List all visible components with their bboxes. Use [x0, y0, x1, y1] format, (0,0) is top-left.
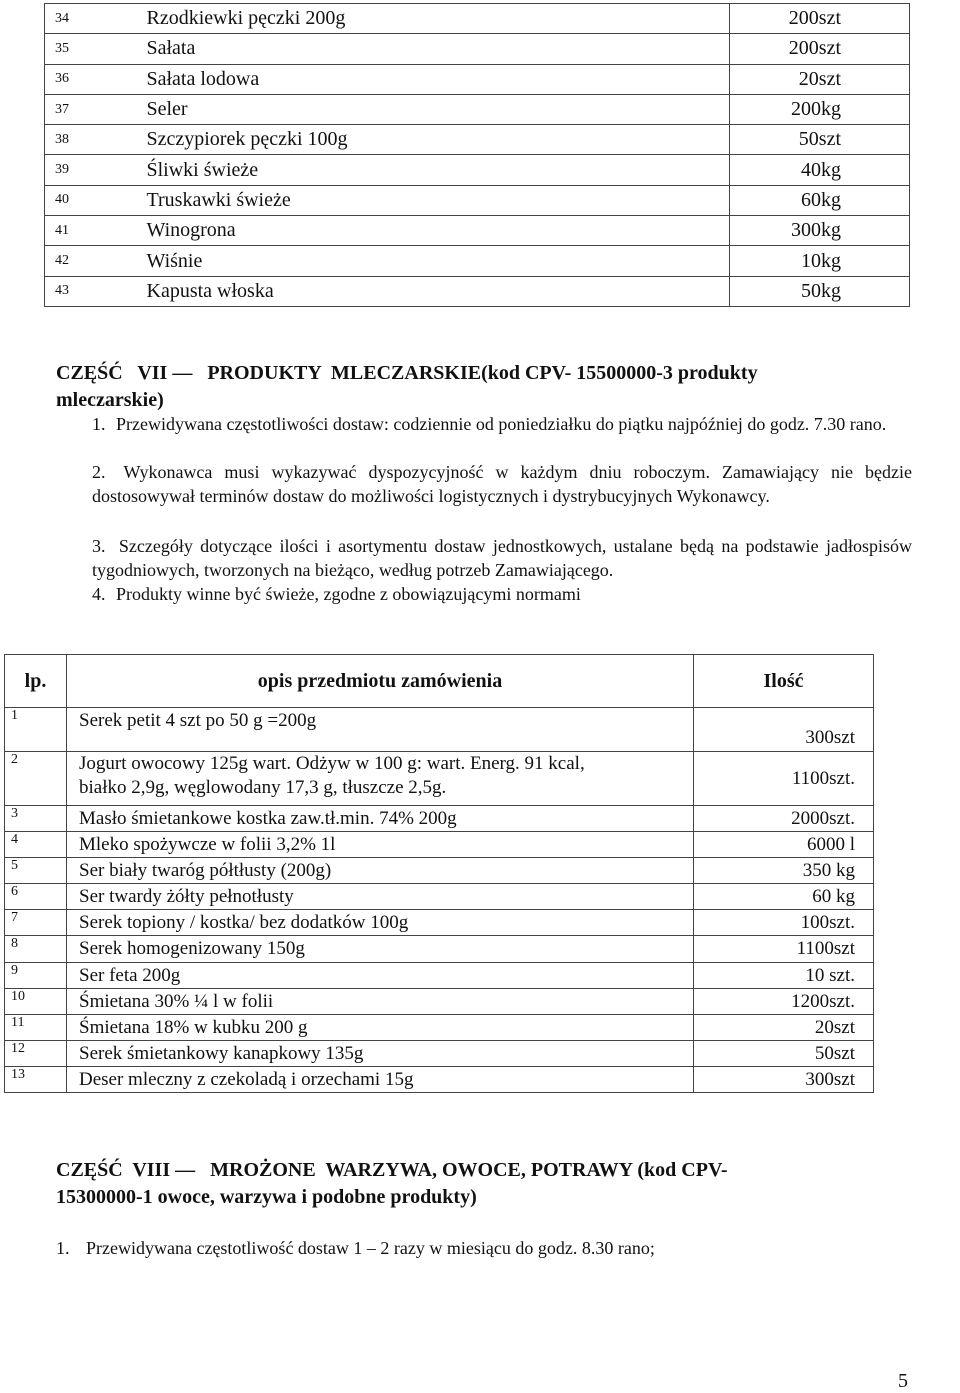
product-quantity: 1100szt. [694, 752, 874, 806]
table-row [45, 246, 910, 276]
product-quantity: 1200szt. [694, 989, 874, 1015]
row-number: 38 [45, 125, 135, 155]
product-quantity: 300kg [730, 216, 910, 246]
table-row [45, 276, 910, 306]
product-name: Seler [135, 94, 730, 124]
product-quantity: 300szt [694, 708, 874, 752]
row-number: 5 [5, 858, 67, 884]
product-quantity: 350 kg [694, 858, 874, 884]
product-name: Wiśnie [135, 246, 730, 276]
row-number: 41 [45, 216, 135, 246]
product-quantity: 10 szt. [694, 963, 874, 989]
row-number: 37 [45, 94, 135, 124]
row-number: 43 [45, 276, 135, 306]
product-quantity: 40kg [730, 155, 910, 185]
table-row [5, 832, 874, 858]
table-row [5, 1067, 874, 1093]
product-name: Sałata lodowa [135, 64, 730, 94]
product-quantity: 6000 l [694, 832, 874, 858]
table-row [45, 155, 910, 185]
product-quantity: 20szt [730, 64, 910, 94]
product-description: Deser mleczny z czekoladą i orzechami 15g [67, 1067, 694, 1093]
row-number: 10 [5, 989, 67, 1015]
table-row [5, 752, 874, 806]
product-name: Śliwki świeże [135, 155, 730, 185]
header-lp: lp. [5, 655, 67, 708]
table-header-row [5, 655, 874, 708]
table-row [5, 884, 874, 910]
product-quantity: 50szt [694, 1041, 874, 1067]
row-number: 4 [5, 832, 67, 858]
product-description: Śmietana 18% w kubku 200 g [67, 1015, 694, 1041]
table-row [5, 963, 874, 989]
product-description: Serek homogenizowany 150g [67, 936, 694, 963]
table-row [45, 64, 910, 94]
product-description: Śmietana 30% ¼ l w folii [67, 989, 694, 1015]
row-number: 39 [45, 155, 135, 185]
item-number: 3. [92, 536, 106, 556]
item-number: 4. [92, 584, 106, 604]
table-row [5, 1041, 874, 1067]
row-number: 13 [5, 1067, 67, 1093]
section-7-item-2 [92, 460, 912, 508]
product-description: Ser twardy żółty pełnotłusty [67, 884, 694, 910]
product-quantity: 200szt [730, 34, 910, 64]
row-number: 12 [5, 1041, 67, 1067]
product-name: Rzodkiewki pęczki 200g [135, 4, 730, 34]
product-name: Winogrona [135, 216, 730, 246]
item-text: Wykonawca musi wykazywać dyspozycyjność w każdym dniu roboczym. Zamawiający nie będzie dostosowywał terminów dostaw do możliwości logistycznych i dystrybucyjnych Wykonawcy. [92, 462, 913, 506]
product-description: Mleko spożywcze w folii 3,2% 1l [67, 832, 694, 858]
table-row [45, 125, 910, 155]
table-row [5, 989, 874, 1015]
product-name: Kapusta włoska [135, 276, 730, 306]
product-description: Serek topiony / kostka/ bez dodatków 100g [67, 910, 694, 936]
table-row [5, 806, 874, 832]
section-7-item-3 [92, 534, 912, 582]
product-name: Truskawki świeże [135, 185, 730, 215]
header-description: opis przedmiotu zamówienia [67, 655, 694, 708]
table-row [5, 936, 874, 963]
row-number: 42 [45, 246, 135, 276]
row-number: 7 [5, 910, 67, 936]
row-number: 8 [5, 936, 67, 963]
product-description: Ser feta 200g [67, 963, 694, 989]
row-number: 35 [45, 34, 135, 64]
product-quantity: 1100szt [694, 936, 874, 963]
product-table-dairy [4, 654, 874, 1093]
item-number: 1. [92, 414, 106, 434]
item-text: Produkty winne być świeże, zgodne z obowiązującymi normami [116, 584, 581, 604]
product-quantity: 100szt. [694, 910, 874, 936]
product-quantity: 2000szt. [694, 806, 874, 832]
product-quantity: 200szt [730, 4, 910, 34]
section-8-item-1 [56, 1236, 916, 1260]
row-number: 36 [45, 64, 135, 94]
section-7-heading-line1: CZĘŚĆ VII — PRODUKTY MLECZARSKIE(kod CPV- 15500000-3 produkty [56, 362, 758, 384]
item-text: Przewidywana częstotliwość dostaw 1 – 2 razy w miesiącu do godz. 8.30 rano; [86, 1238, 655, 1258]
table-row [5, 708, 874, 752]
product-description: Jogurt owocowy 125g wart. Odżyw w 100 g: wart. Energ. 91 kcal, białko 2,9g, węglowodany 17,3 g, tłuszcze 2,5g. [67, 752, 694, 806]
section-8-heading-line1: CZĘŚĆ VIII — MROŻONE WARZYWA, OWOCE, POTRAWY (kod CPV- [56, 1159, 728, 1181]
section-7-heading [56, 360, 916, 414]
table-row [45, 216, 910, 246]
product-quantity: 50szt [730, 125, 910, 155]
product-description: Ser biały twaróg półtłusty (200g) [67, 858, 694, 884]
section-7-item-1 [92, 412, 912, 436]
product-description: Serek śmietankowy kanapkowy 135g [67, 1041, 694, 1067]
product-name: Sałata [135, 34, 730, 64]
product-quantity: 200kg [730, 94, 910, 124]
row-number: 9 [5, 963, 67, 989]
row-number: 11 [5, 1015, 67, 1041]
product-quantity: 300szt [694, 1067, 874, 1093]
header-quantity: Ilość [694, 655, 874, 708]
row-number: 6 [5, 884, 67, 910]
product-name: Szczypiorek pęczki 100g [135, 125, 730, 155]
section-8-heading-line2: 15300000-1 owoce, warzywa i podobne produkty) [56, 1186, 477, 1208]
table-row [5, 910, 874, 936]
product-quantity: 60kg [730, 185, 910, 215]
item-text: Szczegóły dotyczące ilości i asortymentu dostaw jednostkowych, ustalane będą na podstawie jadłospisów tygodniowych, tworzonych na bieżąco, według potrzeb Zamawiającego. [92, 536, 912, 580]
product-quantity: 20szt [694, 1015, 874, 1041]
table-row [45, 4, 910, 34]
product-quantity: 50kg [730, 276, 910, 306]
row-number: 2 [5, 752, 67, 806]
section-8-heading [56, 1157, 916, 1211]
product-table-vegetables [44, 3, 910, 307]
product-quantity: 60 kg [694, 884, 874, 910]
product-quantity: 10kg [730, 246, 910, 276]
item-number: 1. [56, 1238, 70, 1258]
table-row [5, 858, 874, 884]
section-7-item-4 [92, 582, 912, 606]
table-row [45, 94, 910, 124]
product-description: Masło śmietankowe kostka zaw.tł.min. 74% 200g [67, 806, 694, 832]
page-number: 5 [898, 1370, 908, 1392]
row-number: 34 [45, 4, 135, 34]
table-row [5, 1015, 874, 1041]
item-text: Przewidywana częstotliwości dostaw: codziennie od poniedziałku do piątku najpóźniej do godz. 7.30 rano. [116, 414, 887, 434]
table-row [45, 34, 910, 64]
product-description: Serek petit 4 szt po 50 g =200g [67, 708, 694, 752]
row-number: 1 [5, 708, 67, 752]
row-number: 3 [5, 806, 67, 832]
row-number: 40 [45, 185, 135, 215]
table-row [45, 185, 910, 215]
section-7-heading-line2: mleczarskie) [56, 389, 164, 411]
item-number: 2. [92, 462, 106, 482]
